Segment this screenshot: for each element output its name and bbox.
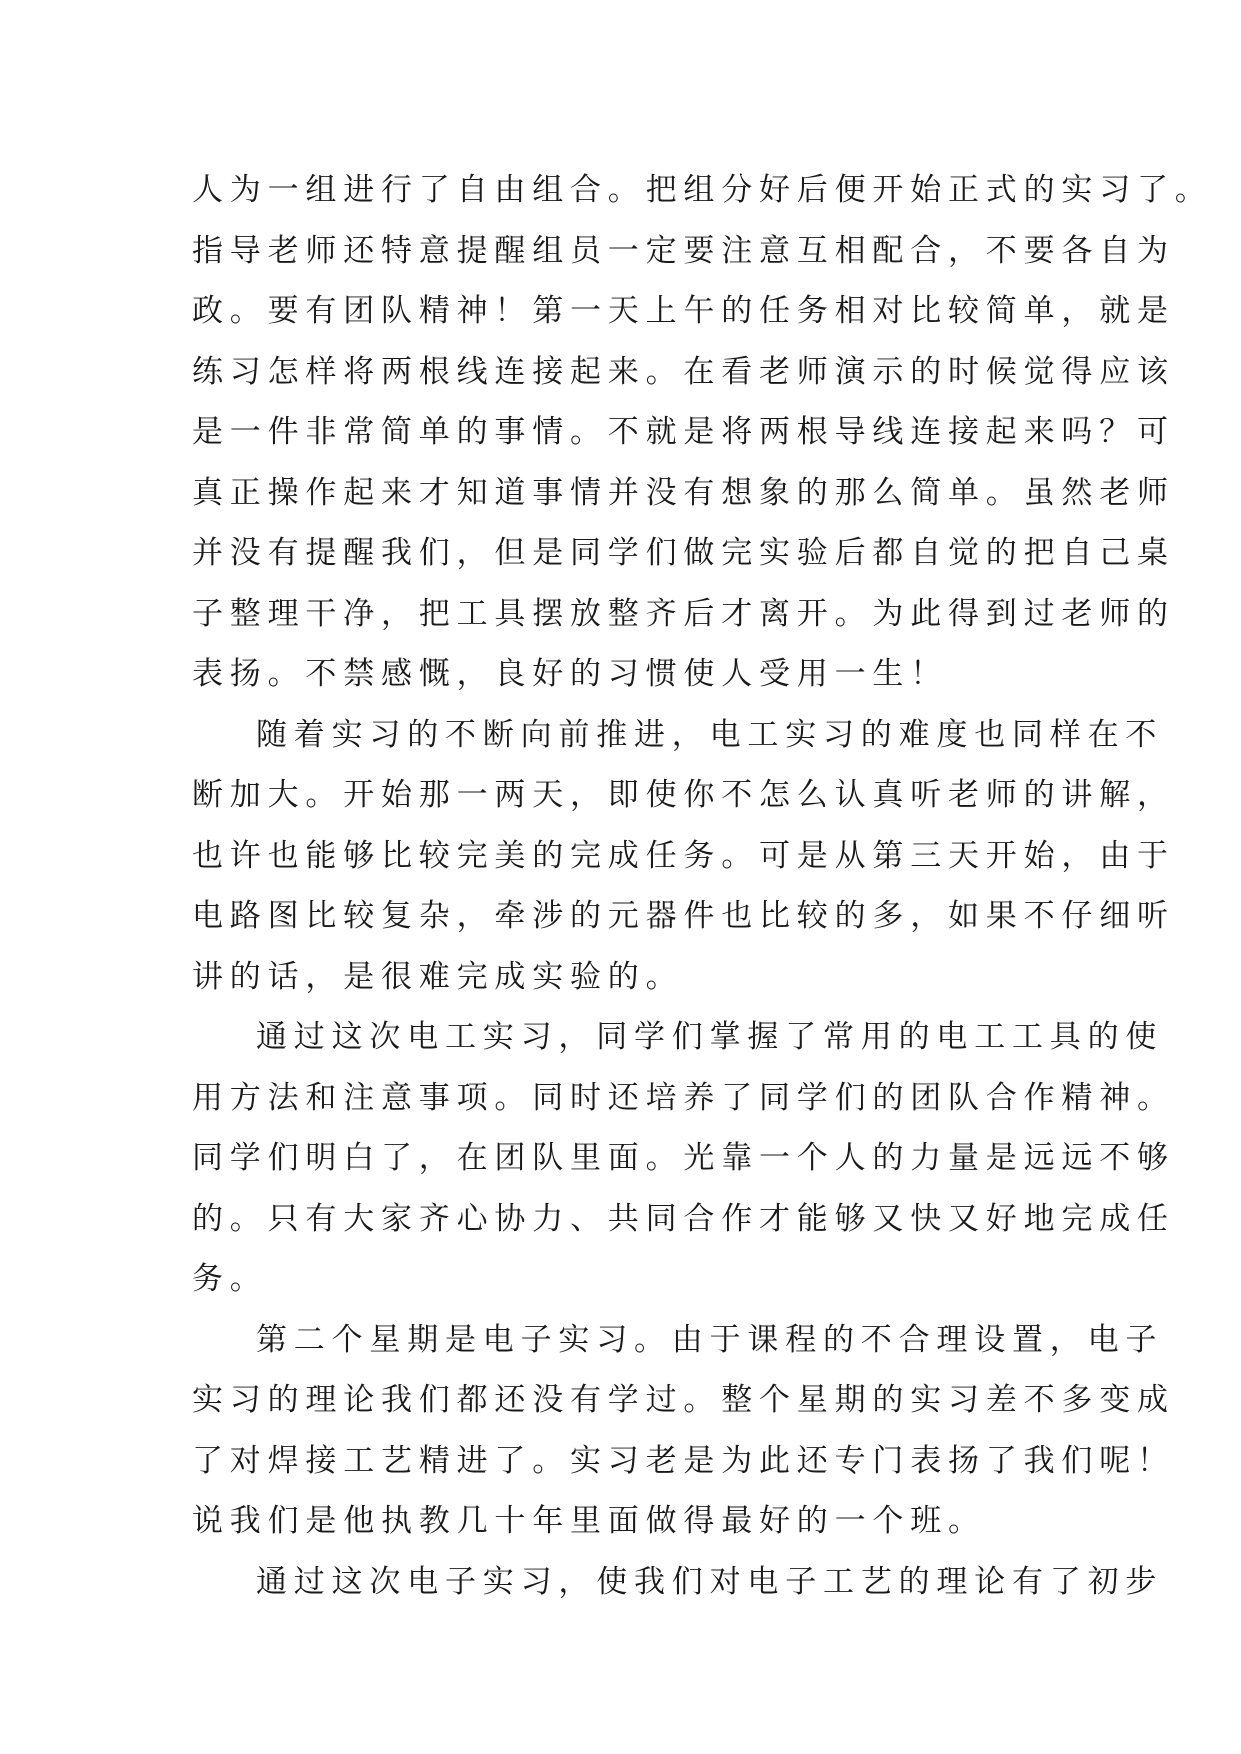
text-line: 也许也能够比较完美的完成任务。可是从第三天开始，由于 — [192, 837, 1175, 874]
text-line: 电路图比较复杂，牵涉的元器件也比较的多，如果不仔细听 — [192, 898, 1175, 934]
text-line: 实习的理论我们都还没有学过。整个星期的实习差不多变成 — [192, 1382, 1175, 1418]
text-line: 了对焊接工艺精进了。实习老是为此还专门表扬了我们呢！ — [192, 1442, 1175, 1479]
text-line: 断加大。开始那一两天，即使你不怎么认真听老师的讲解， — [192, 777, 1175, 813]
paragraph-first-line: 通过这次电工实习，同学们掌握了常用的电工工具的使 — [256, 1019, 1164, 1055]
paragraph-first-line: 随着实习的不断向前推进，电工实习的难度也同样在不 — [256, 716, 1164, 753]
text-line: 真正操作起来才知道事情并没有想象的那么简单。虽然老师 — [192, 474, 1175, 511]
text-line: 讲的话，是很难完成实验的。 — [192, 958, 684, 995]
text-line: 是一件非常简单的事情。不就是将两根导线连接起来吗？可 — [192, 414, 1175, 450]
text-line: 的。只有大家齐心协力、共同合作才能够又快又好地完成任 — [192, 1200, 1175, 1237]
paragraph-first-line: 通过这次电子实习，使我们对电子工艺的理论有了初步 — [256, 1563, 1164, 1600]
text-line: 说我们是他执教几十年里面做得最好的一个班。 — [192, 1503, 986, 1539]
text-line: 子整理干净，把工具摆放整齐后才离开。为此得到过老师的 — [192, 595, 1175, 632]
text-line: 用方法和注意事项。同时还培养了同学们的团队合作精神。 — [192, 1079, 1175, 1116]
text-line: 指导老师还特意提醒组员一定要注意互相配合，不要各自为 — [192, 232, 1175, 269]
text-line: 并没有提醒我们，但是同学们做完实验后都自觉的把自己桌 — [192, 535, 1175, 571]
text-line: 表扬。不禁感慨，良好的习惯使人受用一生！ — [192, 656, 948, 692]
document-body — [192, 160, 1213, 1612]
text-line: 政。要有团队精神！第一天上午的任务相对比较简单，就是 — [192, 293, 1175, 329]
text-line: 练习怎样将两根线连接起来。在看老师演示的时候觉得应该 — [192, 353, 1175, 390]
text-line: 务。 — [192, 1261, 268, 1297]
text-line: 人为一组进行了自由组合。把组分好后便开始正式的实习了。 — [192, 172, 1213, 208]
text-line: 同学们明白了，在团队里面。光靠一个人的力量是远远不够 — [192, 1140, 1175, 1176]
paragraph-first-line: 第二个星期是电子实习。由于课程的不合理设置，电子 — [256, 1321, 1164, 1358]
